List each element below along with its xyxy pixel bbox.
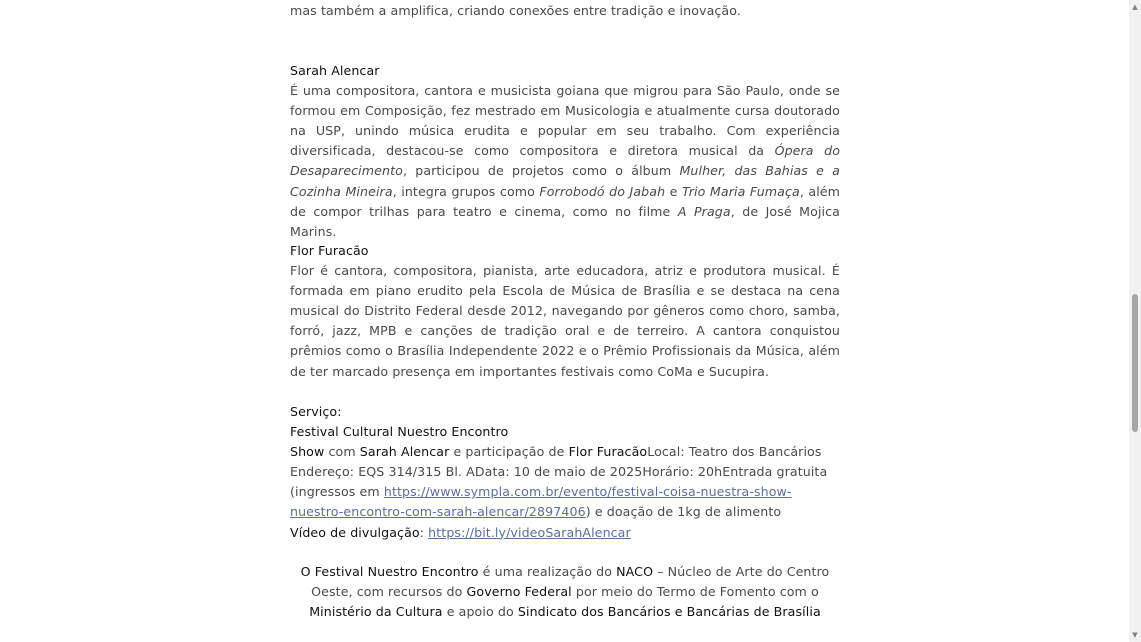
flor-heading: Flor Furacão <box>290 243 369 258</box>
show-text: e participação de <box>449 444 569 460</box>
credits-text: – Núcleo de Arte do Centro Oeste, com recursos do <box>311 564 830 600</box>
sarah-section <box>290 61 840 242</box>
servico-section <box>290 402 840 543</box>
credits-bold: Governo Federal <box>466 584 572 600</box>
sarah-bio-text: , participou de projetos como o álbum <box>402 163 680 179</box>
sarah-bio-text: É uma compositora, cantora e musicista goiana que migrou para São Paulo, onde se formou em Composição, fez mestrado em Musicologia e atualmente cursa doutorado na USP, unindo música erudita e popular em seu trabalho. Com experiência diversificada, destacou-se como compositora e diretora musical da <box>290 83 840 159</box>
festival-name: Festival Cultural Nuestro Encontro <box>290 424 509 440</box>
sarah-bio-text: , de José Mojica Marins. <box>290 203 840 239</box>
credits-text: é uma realização do <box>478 564 617 579</box>
sarah-bio-italic: Ópera do Desaparecimento <box>290 143 840 179</box>
credits-bold: Sindicato dos Bancários e Bancárias de Brasília <box>517 604 821 620</box>
sarah-heading: Sarah Alencar <box>290 63 380 78</box>
scroll-down-icon[interactable]: ▼ <box>1132 631 1138 639</box>
video-label: Vídeo de divulgação <box>290 524 420 540</box>
ticket-link[interactable]: https://www.sympla.com.br/evento/festival-coisa-nuestra-show-nuestro-encontro-com-sarah-alencar/2897406 <box>290 484 792 520</box>
scrollbar-thumb[interactable] <box>1132 294 1138 432</box>
credits-text: por meio do Termo de Fomento com o <box>571 584 819 600</box>
show-guest: Flor Furacão <box>568 444 648 460</box>
vertical-scrollbar[interactable] <box>1129 0 1141 642</box>
show-logistics: Local: Teatro dos Bancários Endereço: EQS 314/315 Bl. AData: 10 de maio de 2025Horário: 20hEntrada gratuita (ingressos em <box>290 444 828 500</box>
show-text: ) e doação de 1kg de alimento <box>585 504 782 520</box>
flor-bio: Flor é cantora, compositora, pianista, arte educadora, atriz e produtora musical. É formada em piano erudito pela Escola de Música de Brasília e se destaca na cena musical do Distrito Federal desde 2012, navegando por gêneros como choro, samba, forró, jazz, MPB e canções de tradição oral e de terreiro. A cantora conquistou prêmios como o Brasília Independente 2022 e o Prêmio Profissionais da Música, além de ter marcado presença em importantes festivais como CoMa e Sucupira. <box>290 263 840 379</box>
sarah-bio-text: , integra grupos como <box>392 183 540 199</box>
video-line <box>290 523 840 543</box>
sarah-bio-italic: Forrobodó do Jabah <box>539 183 666 199</box>
video-sep: : <box>419 524 429 540</box>
video-link[interactable]: https://bit.ly/videoSarahAlencar <box>428 524 631 540</box>
credits-bold: NACO <box>616 564 654 579</box>
show-label: Show <box>290 444 325 460</box>
sarah-bio-italic: Mulher, das Bahias e a Cozinha Mineira <box>290 163 840 199</box>
sarah-bio-text: , além de compor trilhas para teatro e cinema, como no filme <box>290 183 841 219</box>
show-text: com <box>324 444 360 460</box>
show-details <box>290 442 840 522</box>
sarah-bio-italic: A Praga <box>677 203 731 219</box>
scroll-up-icon[interactable]: ▲ <box>1132 3 1138 11</box>
credits-text: e apoio do <box>442 604 518 620</box>
sarah-bio-italic: Trio Maria Fumaça <box>681 183 800 199</box>
intro-tail-paragraph: mas também a amplifica, criando conexões entre tradição e inovação. <box>290 3 741 18</box>
servico-heading: Serviço: <box>290 404 342 419</box>
credits-paragraph <box>284 562 846 622</box>
credits-bold: O Festival Nuestro Encontro <box>300 564 479 579</box>
credits-bold: Ministério da Cultura <box>309 604 443 620</box>
flor-section <box>290 241 840 382</box>
sarah-bio-text: e <box>665 183 682 199</box>
sarah-bio <box>290 81 840 242</box>
show-artist: Sarah Alencar <box>359 444 450 460</box>
